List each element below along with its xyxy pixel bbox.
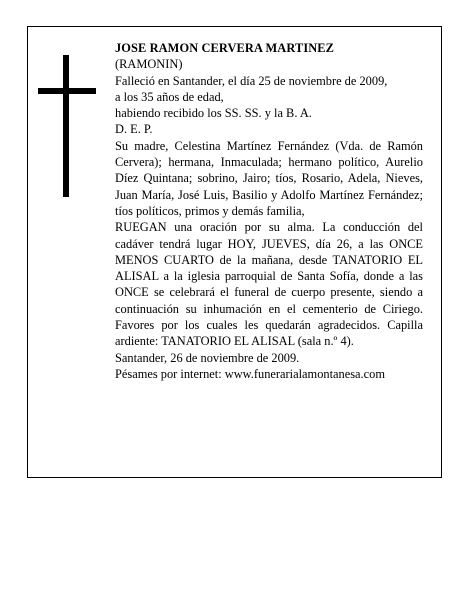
- death-line-1: Falleció en Santander, el día 25 de noviembre de 2009,: [115, 73, 388, 88]
- cross-icon: [38, 55, 96, 197]
- deceased-nickname: (RAMONIN): [115, 57, 183, 72]
- sacraments-line: habiendo recibido los SS. SS. y la B. A.: [115, 106, 312, 121]
- death-line-2: a los 35 años de edad,: [115, 89, 224, 104]
- obituary-text: [115, 40, 423, 382]
- condolences-line: Pésames por internet: www.funerarialamontanesa.com: [115, 366, 385, 381]
- rip-line: D. E. P.: [115, 122, 153, 137]
- family-paragraph: Su madre, Celestina Martínez Fernández (Vda. de Ramón Cervera); hermana, Inmaculada; hermano político, Aurelio Díez Quintana; sobrino, Jairo; tíos, Rosario, Adela, Nieves, Juan María, José Luis, Basilio y Adolfo Martínez Fernández; tíos políticos, primos y demás familia,: [115, 138, 423, 218]
- request-paragraph: RUEGAN una oración por su alma. La conducción del cadáver tendrá lugar HOY, JUEVES, día 26, a las ONCE MENOS CUARTO de la mañana, desde TANATORIO EL ALISAL a la iglesia parroquial de Santa Sofía, donde a las ONCE se celebrará el funeral de cuerpo presente, siendo a continuación su inhumación en el cementerio de Ciriego. Favores por los cuales les quedarán agradecidos. Capilla ardiente: TANATORIO EL ALISAL (sala n.º 4).: [115, 220, 423, 349]
- deceased-name: JOSE RAMON CERVERA MARTINEZ: [115, 41, 335, 55]
- date-place-line: Santander, 26 de noviembre de 2009.: [115, 350, 300, 365]
